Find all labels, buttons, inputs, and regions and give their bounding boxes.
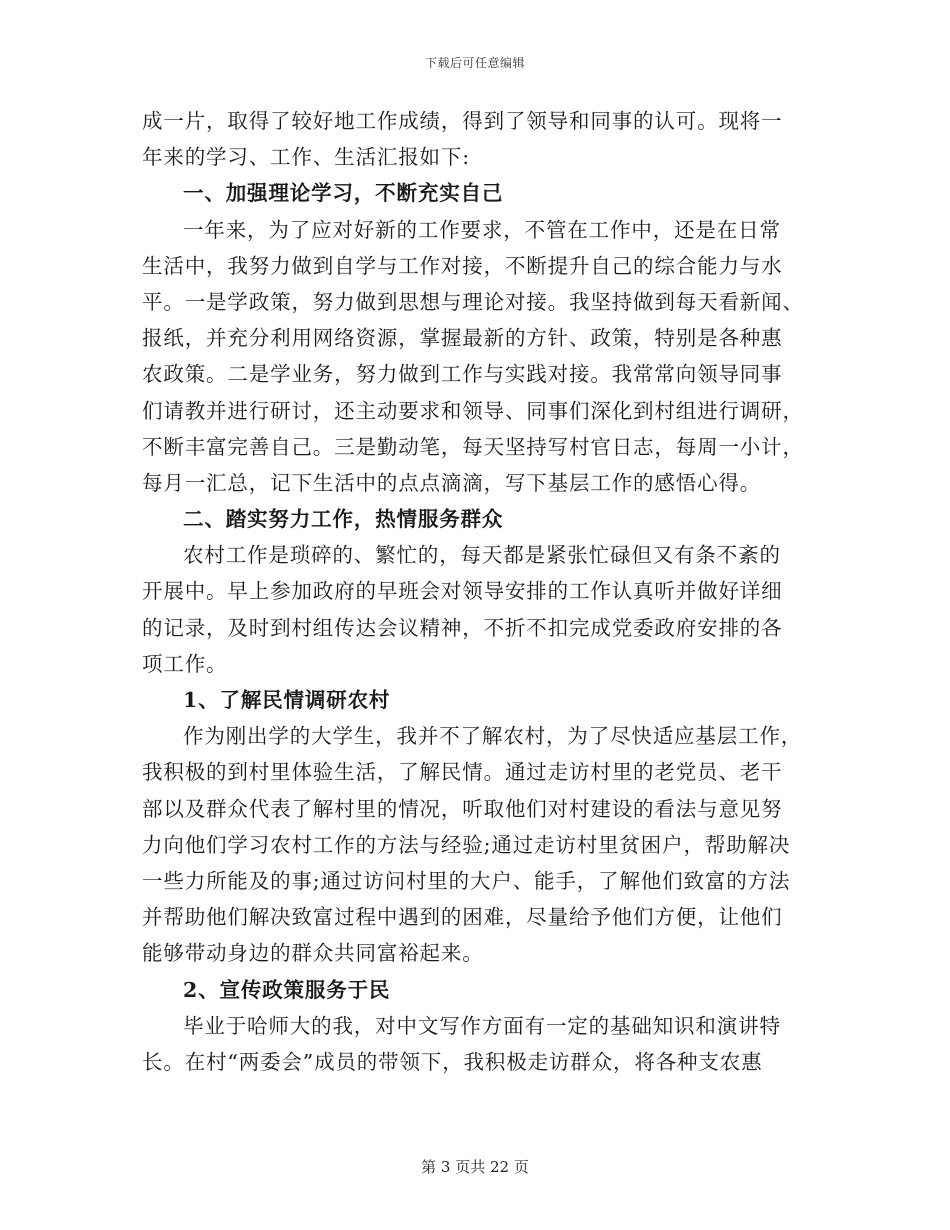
text-line: 农政策。二是学业务，努力做到工作与实践对接。我常常向领导同事 (142, 362, 783, 387)
text-line: 一些力所能及的事;通过访问村里的大户、能手，了解他们致富的方法 (142, 868, 791, 893)
text-line: 的记录，及时到村组传达会议精神，不折不扣完成党委政府安排的各 (142, 615, 783, 640)
section-heading: 2、宣传政策服务于民 (183, 977, 391, 1002)
text-line: 项工作。 (142, 651, 228, 676)
text-line: 生活中，我努力做到自学与工作对接，不断提升自己的综合能力与水 (142, 253, 783, 278)
page-header: 下载后可任意编辑 (424, 56, 525, 70)
text-line: 开展中。早上参加政府的早班会对领导安排的工作认真听并做好详细 (142, 579, 783, 604)
text-line: 平。一是学政策，努力做到思想与理论对接。我坚持做到每天看新闻、 (142, 289, 804, 314)
text-line: 农村工作是琐碎的、繁忙的，每天都是紧张忙碌但又有条不紊的 (183, 543, 781, 568)
text-line: 能够带动身边的群众共同富裕起来。 (142, 941, 484, 966)
section-heading: 一、加强理论学习，不断充实自己 (183, 181, 504, 206)
text-line: 我积极的到村里体验生活，了解民情。通过走访村里的老党员、老干 (142, 760, 783, 785)
text-line: 并帮助他们解决致富过程中遇到的困难，尽量给予他们方便，让他们 (142, 905, 783, 930)
text-line: 作为刚出学的大学生，我并不了解农村，为了尽快适应基层工作， (183, 724, 803, 749)
text-line: 报纸，并充分利用网络资源，掌握最新的方针、政策，特别是各种惠 (142, 326, 783, 351)
document-body (142, 103, 812, 1080)
page-number: 第 3 页共 22 页 (421, 1158, 529, 1176)
text-line: 不断丰富完善自己。三是勤动笔，每天坚持写村官日志，每周一小计， (142, 434, 804, 459)
text-line: 力向他们学习农村工作的方法与经验;通过走访村里贫困户，帮助解决 (142, 832, 791, 857)
text-line: 成一片，取得了较好地工作成绩，得到了领导和同事的认可。现将一 (142, 109, 783, 133)
section-heading: 二、踏实努力工作，热情服务群众 (183, 507, 504, 532)
text-line: 毕业于哈师大的我，对中文写作方面有一定的基础知识和演讲特 (183, 1013, 781, 1038)
section-heading: 1、了解民情调研农村 (183, 688, 391, 712)
text-line: 一年来，为了应对好新的工作要求，不管在工作中，还是在日常 (183, 217, 781, 242)
text-line: 长。在村“两委会”成员的带领下，我积极走访群众，将各种支农惠 (142, 1049, 763, 1074)
text-line: 年来的学习、工作、生活汇报如下: (142, 145, 471, 170)
text-line: 每月一汇总，记下生活中的点点滴滴，写下基层工作的感悟心得。 (142, 470, 762, 495)
text-line: 部以及群众代表了解村里的情况，听取他们对村建设的看法与意见努 (142, 796, 783, 821)
text-line: 们请教并进行研讨，还主动要求和领导、同事们深化到村组进行调研， (142, 398, 804, 423)
